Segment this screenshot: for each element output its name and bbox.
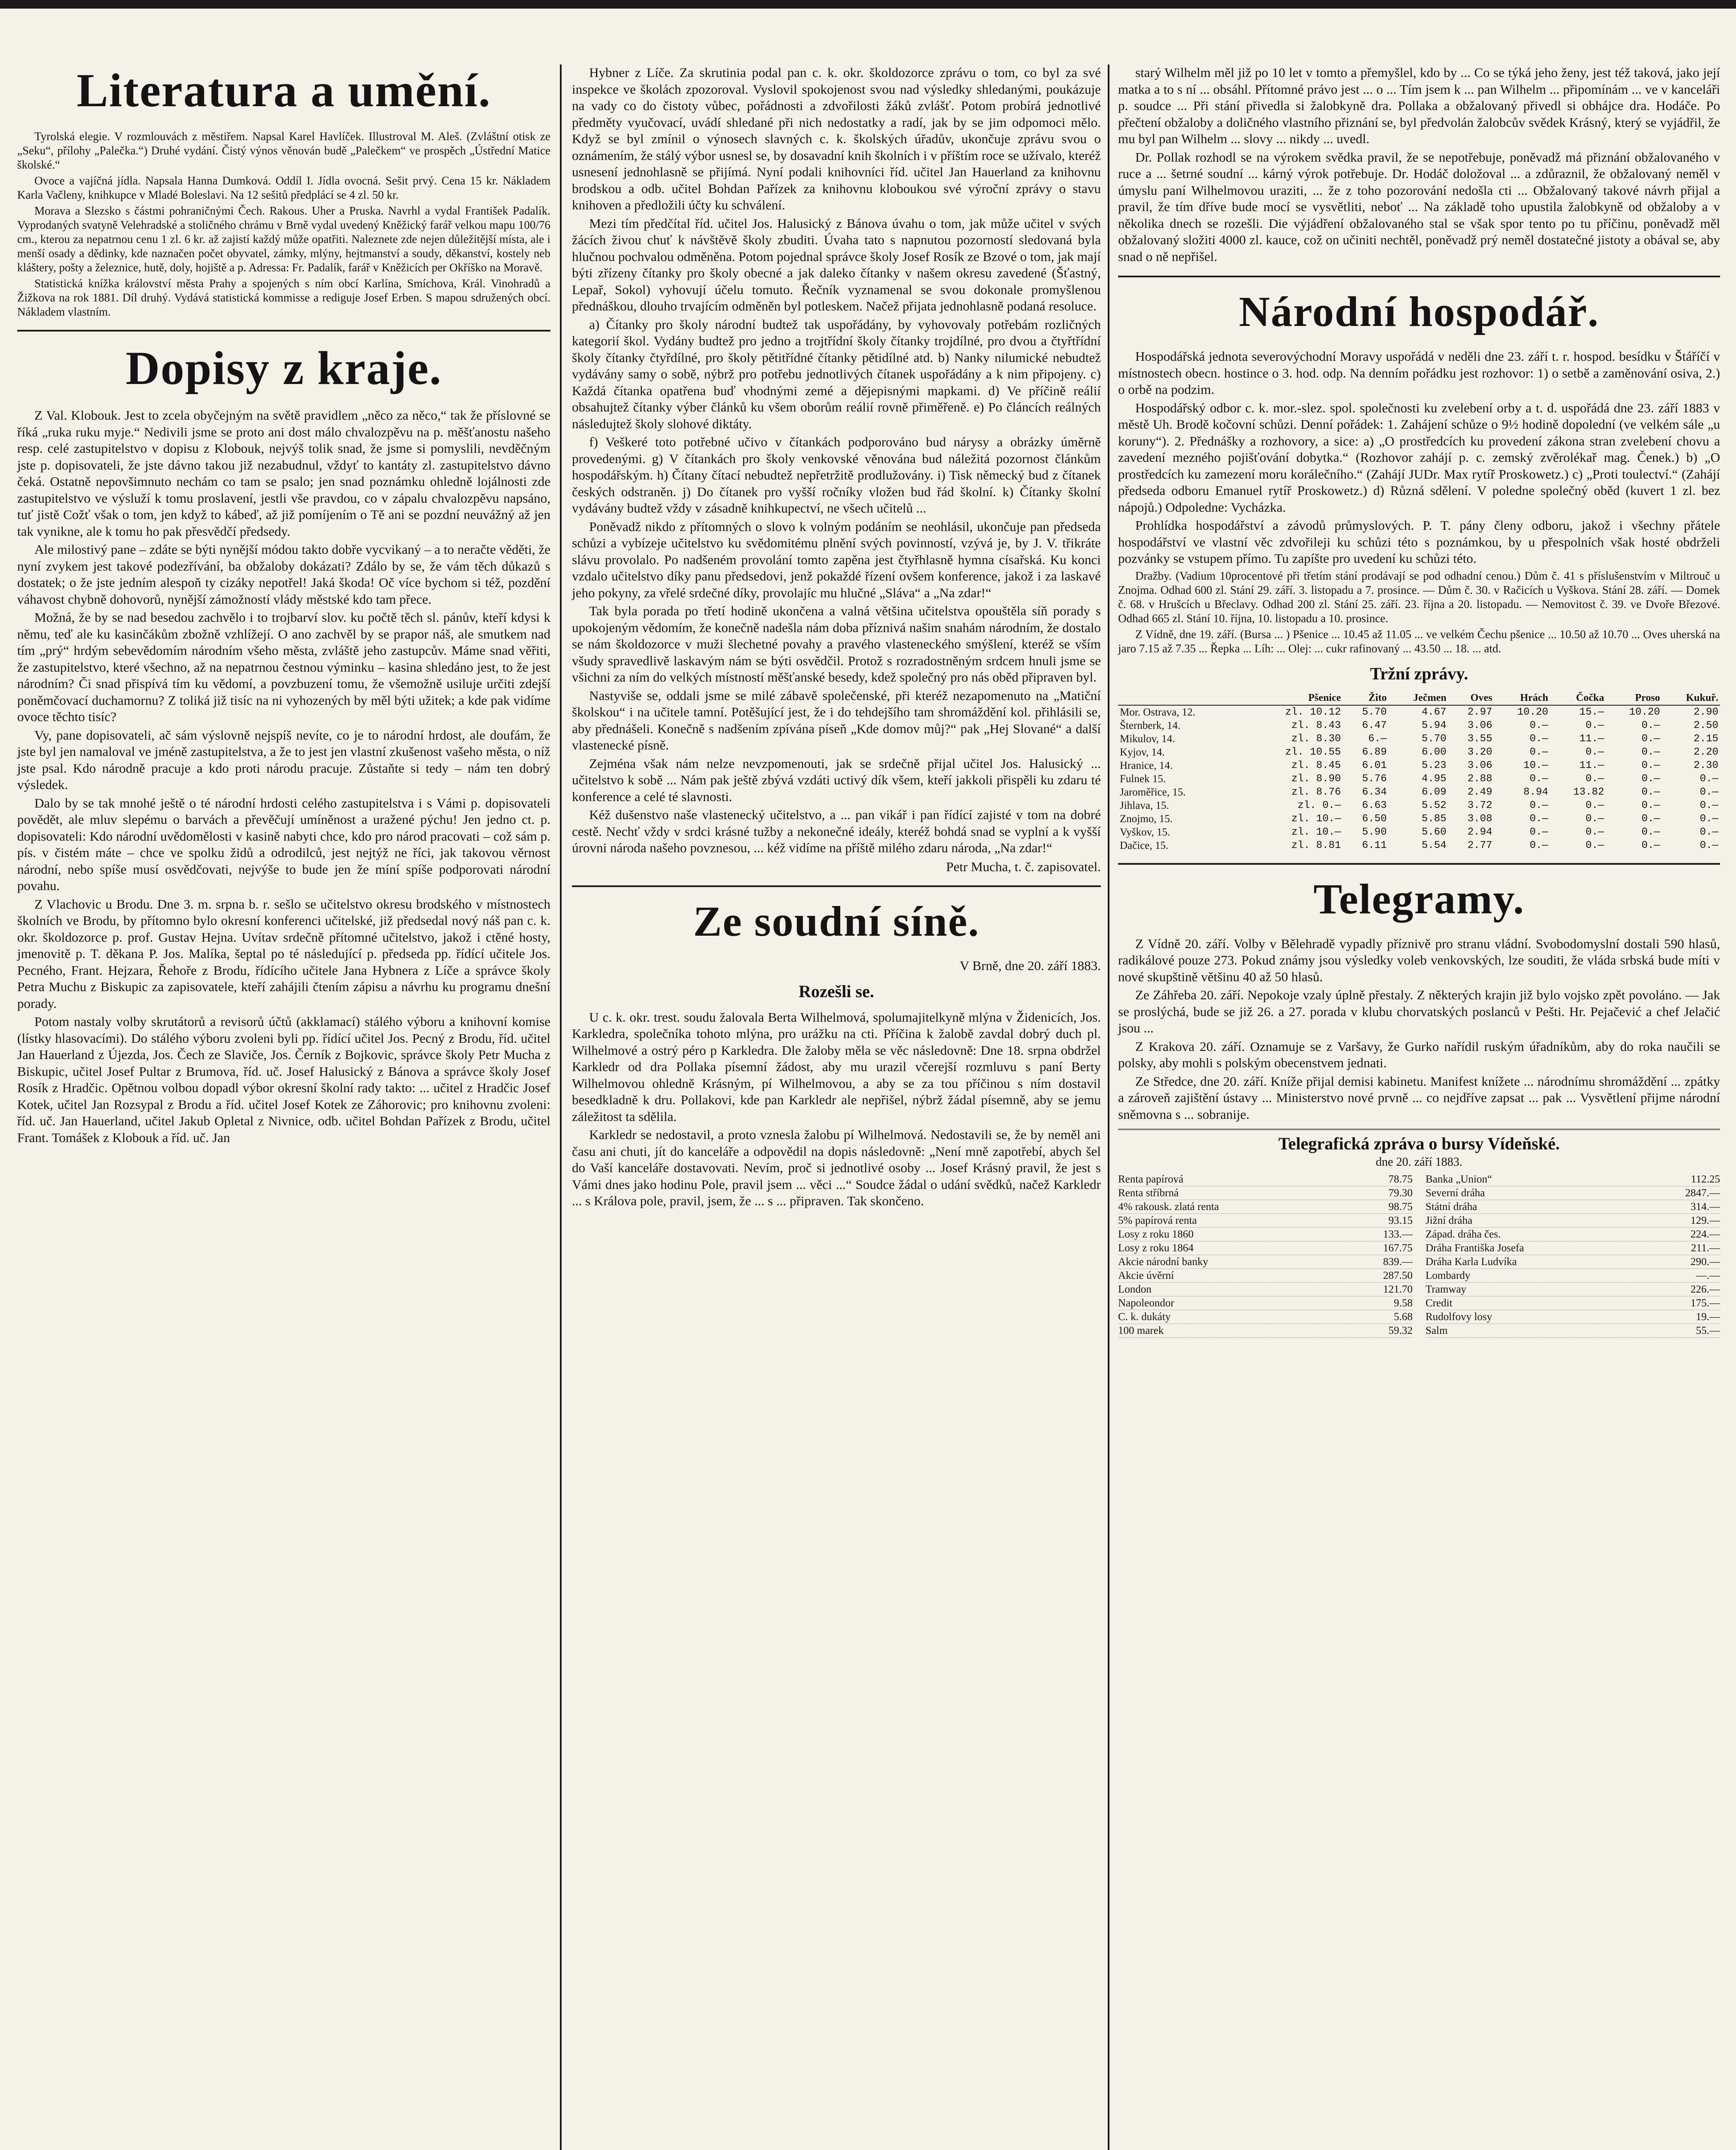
- bourse-column: [1118, 1173, 1413, 1338]
- article-paragraph: Z Vídně 20. září. Volby v Bělehradě vypadly příznivě pro stranu vládní. Svobodomyslní dostali 590 hlasů, radikálové pouze 273. Pokud známy jsou výsledky voleb venkovských, lze souditi, že vláda srbská bude míti v nové skupštině většinu 40 až 50 hlasů.: [1118, 936, 1720, 984]
- bourse-price: 314.—: [1690, 1201, 1720, 1213]
- bourse-security: Salm: [1426, 1325, 1448, 1336]
- bourse-price: 79.30: [1388, 1187, 1413, 1199]
- table-cell: 3.20: [1467, 746, 1493, 758]
- table-cell: 11.—: [1579, 733, 1604, 745]
- bourse-row: [1426, 1283, 1720, 1296]
- table-cell: zl. 10.12: [1285, 706, 1341, 718]
- table-cell: 3.55: [1467, 733, 1493, 745]
- table-body: [1118, 705, 1720, 852]
- table-cell: 0.—: [1641, 786, 1660, 798]
- table-cell: 3.08: [1467, 813, 1493, 825]
- section-heading-telegramy: Telegramy.: [1313, 875, 1525, 923]
- article-paragraph: Vy, pane dopisovateli, ač sám výslovně nejspíš nevíte, co je to národní hrdost, ale doufám, že jste byl jen namaloval ve jméně zastupitelstva, a že to jest jen vlastní zkušenost vašeho města, o níž jste psal. Kdo národně pracuje a kdo proti národu pracuje. Zůstaňte si tedy – nám ten dobrý výsledek.: [17, 727, 550, 792]
- bourse-table: [1118, 1173, 1720, 1338]
- article-paragraph: Hospodářský odbor c. k. mor.-slez. spol. společnosti ku zvelebení orby a t. d. uspořádá dne 23. září 1883 v městě Uh. Brodě kočovní schůzi. Denní pořádek: 1. Zahájení schůze o 9½ hodině dopolední (ve velkém sále „u koruny“). 2. Přednášky a rozhovory, a sice: a) „O prostředcích ku provedení zákona stran zvelebení chovu a zavedení mezného pojišťování dobytka.“ (Rozhovor zahájí p. c. zemský zvěrolékař mag. Čenek.) b) „O prostředcích ku zamezení moru korálečního.“ (Zahájí JUDr. Max rytíř Proskowetz.) c) „Proti toulectví.“ (Zahájí předseda odboru Emanuel rytíř Proskowetz.) d) Různá sdělení. V poledne společný oběd (kuvert 1 zl. bez nápojů.) Odpoledne: Vycházka.: [1118, 400, 1720, 515]
- article-paragraph: Nastyviše se, oddali jsme se milé zábavě společenské, při kteréž nezapomenuto na „Matiční školskou“ i na učitele tamní. Potěšující jest, že i do tehdejšího tam shromáždění kol. přihlásili se, aby přednášeli. Konečně s nadšením zpívána píseň „Kde domov můj?“ pak „Hej Slované“ a další vlastenecké písně.: [572, 688, 1101, 752]
- table-header-row: [1118, 691, 1720, 705]
- table-header-cell: Kukuř.: [1662, 691, 1720, 705]
- table-cell: 5.52: [1421, 799, 1447, 811]
- article-paragraph: Z Vídně, dne 19. září. (Bursa ... ) Pšenice ... 10.45 až 11.05 ... ve velkém Čechu pšenice ... 10.50 až 10.70 ... Oves uherská na jaro 7.15 až 7.35 ... Řepka ... Líh: ... Olej: ... cukr rafinovaný ... 43.50 ... 18. ... atd.: [1118, 627, 1720, 655]
- section-divider: [1118, 863, 1720, 865]
- bourse-security: 4% rakousk. zlatá renta: [1118, 1201, 1219, 1213]
- bourse-row: [1426, 1173, 1720, 1186]
- table-cell: 2.50: [1693, 719, 1718, 731]
- table-cell: 0.—: [1699, 786, 1718, 798]
- bourse-security: Losy z roku 1864: [1118, 1242, 1194, 1254]
- table-cell: zl. 8.81: [1291, 839, 1341, 851]
- table-cell: 0.—: [1530, 746, 1549, 758]
- table-cell: 0.—: [1585, 719, 1604, 731]
- table-cell: 6.63: [1362, 799, 1387, 811]
- table-cell: 2.90: [1693, 706, 1718, 718]
- article-paragraph: Dr. Pollak rozhodl se na výrokem svědka pravil, že se nepotřebuje, poněvadž má přiznání obžalovaného v ruce a ... šetrné soudní ... kárný výrok potřebuje. Dr. Hodáč doložoval ... a zdůraznil, že obžalovaný neměl v úmyslu paní Wilhelmovou uraziti, ... že z toho pozorování nedošla cti ... Obžalovaný takové návrh přijal a pravil, že tím dříve bude mocí se vysvětliti, neboť ... Na základě toho upustila žalobkyně od obžaloby a v několika dnech se rozešli. Die výjádření obžalovaného stal se však spor tento po tu příčinu, poněvadž měl obžalovaný složiti 4000 zl. kauce, což on učiniti nechtěl, poněvadž prý neměl dostatečné jistoty a obával se, aby snad o ně nepřišel.: [1118, 149, 1720, 264]
- table-cell: zl. 8.45: [1291, 759, 1341, 771]
- bourse-price: 9.58: [1394, 1297, 1413, 1309]
- table-cell: 0.—: [1641, 733, 1660, 745]
- article-paragraph: Poněvadž nikdo z přítomných o slovo k volným podáním se neohlásil, ukončuje pan předseda schůzi a vybízeje učitelstvo ku svědomitému plnění svých povinností, vzývá je, by J. V. třikráte slávu provolalo. Po nadšeném provolání tomto zapěna jest čtyřhlasně hymna císařská. Ku konci vzdalo učitelstvo díky panu předsedovi, jenž pokaždé řízení ovšem konference, jakož i za laskavé jeho pokyny, za vřelé srdečné díky, provolajíc mu hlučné „Sláva“ a „Na zdar!“: [572, 519, 1101, 600]
- article-paragraph: starý Wilhelm měl již po 10 let v tomto a přemyšlel, kdo by ... Co se týká jeho ženy, jest též taková, jako její matka a to s ní ... obsáhl. Přítomné právo jest ... o ... Tím jsem k ... pan Wilhelm ... připomínám ... ve v kanceláři p. soudce ... Při stání přivedla si žalobkyně dra. Pollaka a obžalovaný přivedl si obhájce dra. Hodáče. Po přečtení obžaloby a doličného vlastního přiznání se, byl předvolán žalobcův svědek Krásný, který se vyjádřil, že mu byl pan Wilhelm ... slovy ... nikdy ... uvedl.: [1118, 65, 1720, 146]
- table-cell: 2.15: [1693, 733, 1718, 745]
- table-cell: 6.11: [1362, 839, 1387, 851]
- bourse-price: 2847.—: [1685, 1187, 1720, 1199]
- table-cell: 2.94: [1467, 826, 1493, 838]
- bourse-row: [1118, 1200, 1413, 1214]
- bourse-security: Jižní dráha: [1426, 1215, 1472, 1226]
- bourse-security: Dráha Františka Josefa: [1426, 1242, 1524, 1254]
- table-cell: 11.—: [1579, 759, 1604, 771]
- bourse-price: 59.32: [1388, 1325, 1413, 1336]
- bourse-price: 112.25: [1691, 1173, 1720, 1185]
- bourse-security: London: [1118, 1284, 1152, 1295]
- table-cell: Kyjov, 14.: [1120, 746, 1165, 758]
- column-divider: [560, 64, 562, 2150]
- table-row: [1118, 839, 1720, 852]
- article-paragraph: Karkledr se nedostavil, a proto vznesla žalobu pí Wilhelmová. Nedostavili se, že by neměl ani času ani chuti, jít do kanceláře a odpovědil na dopis následovně: „Není mně zapotřebí, abych šel do Vaší kanceláře dostavovati. Nevím, proč si jednotlivé osoby ... Josef Krásný pravil, že jest s Vámi dnes jako hodinu Pole, pravil jsem ... věci ...“ Soudce žádal o udání svědků, načež Karkledr ... s Králova pole, pravil, jsem, že ... s ... připraven. Tak skončeno.: [572, 1127, 1101, 1208]
- table-cell: 3.72: [1467, 799, 1493, 811]
- table-header-cell: [1118, 691, 1247, 705]
- table-row: [1118, 719, 1720, 732]
- bourse-security: 5% papírová renta: [1118, 1215, 1197, 1226]
- bourse-row: [1118, 1186, 1413, 1200]
- table-cell: zl. 10.—: [1291, 826, 1341, 838]
- bourse-security: Credit: [1426, 1297, 1453, 1309]
- table-cell: zl. 8.43: [1291, 719, 1341, 731]
- table-cell: 3.06: [1467, 719, 1493, 731]
- table-cell: 0.—: [1641, 799, 1660, 811]
- table-cell: 2.20: [1693, 746, 1718, 758]
- table-cell: 0.—: [1699, 799, 1718, 811]
- bourse-security: Tramway: [1426, 1284, 1466, 1295]
- bourse-row: [1426, 1228, 1720, 1241]
- table-cell: 0.—: [1530, 826, 1549, 838]
- bourse-security: Akcie národní banky: [1118, 1256, 1208, 1268]
- bourse-heading: Telegrafická zpráva o bursy Vídeňské.: [1118, 1129, 1720, 1154]
- article-signature: Petr Mucha, t. č. zapisovatel.: [946, 859, 1101, 874]
- article-paragraph: Z Vlachovic u Brodu. Dne 3. m. srpna b. r. sešlo se učitelstvo okresu brodského v místnostech školních ve Brodu, by přítomno bylo okresní konferenci učitelské, již předsedal nový náš pan c. k. okr. školdozorce p. prof. Gustav Hejna. Uvítav srdečně přítomné učitelstvo, jakož i ctěné hosty, jmenovitě p. T. děkana P. Jos. Malíka, šeptal po té následující p. předseda pp. řídící učitele Jos. Pecného, Frant. Hejzara, Řehoře z Brodu, řídícího učitele Jana Hybnera z Líče a správce školy Petra Muchu z Biskupic za zapisovatele, kteří zahájili čtením zápisu a návrhu ku programu dnešní porady.: [17, 896, 550, 1011]
- dateline: V Brně, dne 20. září 1883.: [959, 958, 1101, 973]
- table-cell: zl. 8.90: [1291, 773, 1341, 785]
- table-header-cell: Oves: [1448, 691, 1494, 705]
- table-cell: 2.88: [1467, 773, 1493, 785]
- table-cell: 0.—: [1530, 799, 1549, 811]
- bourse-price: 93.15: [1388, 1215, 1413, 1226]
- table-cell: 6.09: [1421, 786, 1447, 798]
- table-cell: 5.70: [1362, 706, 1387, 718]
- article-paragraph: Zejména však nám nelze nevzpomenouti, jak se srdečně přijal učitel Jos. Halusický ... učitelstvo k sobě ... Nám pak ještě zbývá vzdáti uctivý dík všem, kteří jakkoli přispěli ku zdaru té konference a celé té slavnosti.: [572, 756, 1101, 804]
- bourse-price: 121.70: [1383, 1284, 1413, 1295]
- article-paragraph: Ze Záhřeba 20. září. Nepokoje vzaly úplně přestaly. Z některých krajin již bylo vojsko zpět povoláno. — Jak se proslýchá, bude se již 26. a 27. porada v klubu chorvatských poslanců v Pešti. Hr. Pejačević a chef Jelačić jsou ...: [1118, 987, 1720, 1035]
- table-cell: zl. 8.30: [1291, 733, 1341, 745]
- table-cell: Mor. Ostrava, 12.: [1120, 706, 1195, 718]
- bourse-row: [1118, 1296, 1413, 1310]
- table-cell: 0.—: [1699, 773, 1718, 785]
- table-cell: 0.—: [1585, 746, 1604, 758]
- table-cell: 0.—: [1530, 839, 1549, 851]
- table-cell: 0.—: [1641, 759, 1660, 771]
- article-paragraph: f) Veškeré toto potřebné učivo v čítankách podporováno bud nárysy a obrázky úměrně provedenými. g) V čítankách pro školy venkovské věnována bud náležitá pozornost článkům hospodářským. h) Čítany čítací nebudtež nepřetržitě prodlužovány. i) Tisk německý bud z čítanek českých odstraněn. j) Do čítanek pro vyšší ročníky vložen bud řád školní. k) Čítanky školní vydávány budtež vždy v zásadně knihkupectví, ne všech učitelů ...: [572, 434, 1101, 516]
- table-cell: 0.—: [1699, 826, 1718, 838]
- article-paragraph: U c. k. okr. trest. soudu žalovala Berta Wilhelmová, spolumajitelkyně mlýna v Židenicích, Jos. Karkledra, společníka tohoto mlýna, pro urážku na cti. Příčina k žalobě zavdal dobrý duch pl. Wilhelmové a ostrý péro p Karkledra. Dle žaloby měla se věc následovně: Dne 18. srpna obdržel Karkledr od dra Pollaka písemní žádost, aby mu urazil včerejší rozmluvu s paní Berty Wilhelmovou ohledně Krásným, pí Wilhelmovou, a aby se za tou příčinou s ním dostavil besedkladně k dru. Pollakovi, kde pan Karkledr ale nepřišel, nýbrž žádal písemně, aby se jemu záležitost ta sdělila.: [572, 1009, 1101, 1124]
- table-cell: 0.—: [1641, 773, 1660, 785]
- table-cell: 4.95: [1421, 773, 1447, 785]
- table-row: [1118, 759, 1720, 772]
- table-cell: 0.—: [1585, 799, 1604, 811]
- section-divider: [572, 885, 1101, 887]
- table-cell: 0.—: [1530, 719, 1549, 731]
- table-cell: 13.82: [1573, 786, 1604, 798]
- table-cell: 6.50: [1362, 813, 1387, 825]
- article-paragraph: Hospodářská jednota severovýchodní Moravy uspořádá v neděli dne 23. září t. r. hospod. besídku v Štáříčí v místnostech obecn. hostince o 3. hod. odp. Na denním pořádku jest rozhovor: 1) o setbě a zaměnování osiva, 2.) o orbě na podzim.: [1118, 349, 1720, 397]
- bourse-security: C. k. dukáty: [1118, 1311, 1171, 1323]
- bourse-security: Lombardy: [1426, 1270, 1471, 1281]
- bourse-price: 287.50: [1383, 1270, 1413, 1281]
- table-cell: 2.97: [1467, 706, 1493, 718]
- table-cell: 5.94: [1421, 719, 1447, 731]
- table-cell: Mikulov, 14.: [1120, 733, 1175, 745]
- table-cell: 10.20: [1517, 706, 1549, 718]
- table-cell: 6.00: [1421, 746, 1447, 758]
- bourse-security: Dráha Karla Ludvíka: [1426, 1256, 1517, 1268]
- bourse-security: Banka „Union“: [1426, 1173, 1492, 1185]
- table-cell: Šternberk, 14.: [1120, 719, 1180, 731]
- bourse-row: [1426, 1324, 1720, 1338]
- table-cell: 0.—: [1530, 813, 1549, 825]
- table-header-cell: Pšenice: [1247, 691, 1343, 705]
- table-cell: Jaroměřice, 15.: [1120, 786, 1186, 798]
- table-cell: zl. 8.76: [1291, 786, 1341, 798]
- table-row: [1118, 826, 1720, 839]
- bourse-security: Rudolfovy losy: [1426, 1311, 1492, 1323]
- article-paragraph: Možná, že by se nad besedou zachvělo i to trojbarví slov. ku počtě těch sl. pánův, kteří kdysi k němu, teď ale ku kasinčákům zbožně vzhlížejí. O ano zachvěl by se prapor náš, ale smutkem nad tím „prý“ hrdým sebevědomím národním všeho města, zvláště jeho zastupcův. Máme snad věřiti, že zastupitelstvo, které všechno, až na nepatrnou čestnou výminku – kasina shledáno jest, to že jest národním? Či snad přispívá tím ku vědomí, a povzbuzení tomu, že všemožně usiluje určiti zdejší poněmčovací duchamornu? Z toliká již tisíc na ni vyhozených by měl býti užitek; a kde pak vidíme ovoce těchto tisíc?: [17, 610, 550, 724]
- table-header-cell: Proso: [1606, 691, 1662, 705]
- table-cell: 0.—: [1585, 826, 1604, 838]
- bourse-price: 98.75: [1388, 1201, 1413, 1213]
- bourse-row: [1426, 1296, 1720, 1310]
- market-prices-table: [1118, 691, 1720, 852]
- table-cell: 0.—: [1530, 773, 1549, 785]
- bourse-security: Severní dráha: [1426, 1187, 1485, 1199]
- table-row: [1118, 812, 1720, 826]
- table-cell: 0.—: [1699, 839, 1718, 851]
- bourse-row: [1426, 1214, 1720, 1228]
- article-paragraph: Kéž dušenstvo naše vlastenecký učitelstvo, a ... pan vikář i pan řídící zajisté v tom na dobré cestě. Nechť vždy v srdci krásné tužby a nekonečné ideály, kteréž bohdá snad se vyplní a k vyšší úrovni národa našeho povznesou, ... kéž vidíme na příště milého zdaru národa, „Na zdar!“: [572, 807, 1101, 855]
- bourse-price: 55.—: [1696, 1325, 1720, 1336]
- table-cell: 0.—: [1641, 813, 1660, 825]
- bourse-price: 290.—: [1690, 1256, 1720, 1268]
- bourse-price: 175.—: [1690, 1297, 1720, 1309]
- article-paragraph: Z Krakova 20. září. Oznamuje se z Varšavy, že Gurko nařídil ruským úřadníkům, aby do roka naučili se polsky, aby mohli s polským obecenstvem jednati.: [1118, 1038, 1720, 1070]
- bourse-row: [1118, 1214, 1413, 1228]
- bourse-row: [1118, 1310, 1413, 1324]
- table-cell: 5.23: [1421, 759, 1447, 771]
- table-row: [1118, 799, 1720, 812]
- bourse-row: [1426, 1186, 1720, 1200]
- table-cell: 15.—: [1579, 706, 1604, 718]
- bourse-price: 129.—: [1690, 1215, 1720, 1226]
- table-cell: 2.30: [1693, 759, 1718, 771]
- table-cell: 6.47: [1362, 719, 1387, 731]
- bourse-price: 226.—: [1690, 1284, 1720, 1295]
- bourse-price: 19.—: [1696, 1311, 1720, 1323]
- market-table-heading: Tržní zprávy.: [1370, 663, 1469, 683]
- table-cell: Znojmo, 15.: [1120, 813, 1173, 825]
- section-heading-literatura: Literatura a umění.: [77, 64, 491, 117]
- bourse-row: [1426, 1255, 1720, 1269]
- table-cell: 10.—: [1523, 759, 1549, 771]
- section-heading-narodni-hospodar: Národní hospodář.: [1239, 288, 1599, 335]
- bourse-price: 839.—: [1383, 1256, 1413, 1268]
- table-cell: 8.94: [1523, 786, 1549, 798]
- bourse-price: 5.68: [1394, 1311, 1413, 1323]
- table-header-cell: Ječmen: [1389, 691, 1448, 705]
- table-cell: 6.—: [1368, 733, 1387, 745]
- table-cell: 5.90: [1362, 826, 1387, 838]
- table-cell: 2.77: [1467, 839, 1493, 851]
- table-cell: 5.76: [1362, 773, 1387, 785]
- table-cell: Fulnek 15.: [1120, 773, 1166, 785]
- table-row: [1118, 732, 1720, 746]
- bourse-security: Akcie úvěrní: [1118, 1270, 1174, 1281]
- bourse-price: 224.—: [1690, 1229, 1720, 1240]
- bourse-security: Napoleondor: [1118, 1297, 1174, 1309]
- table-cell: Vyškov, 15.: [1120, 826, 1171, 838]
- section-divider: [1118, 276, 1720, 277]
- table-cell: 0.—: [1585, 813, 1604, 825]
- table-cell: 0.—: [1585, 839, 1604, 851]
- bourse-row: [1426, 1200, 1720, 1214]
- column-divider: [1108, 64, 1109, 2150]
- table-cell: 0.—: [1641, 719, 1660, 731]
- table-row: [1118, 772, 1720, 786]
- article-paragraph: Tyrolská elegie. V rozmlouvách z městiřem. Napsal Karel Havlíček. Illustroval M. Aleš. (Zvláštní otisk ze „Seku“, přílohy „Palečka.“) Druhé vydání. Čistý výnos věnován budě „Palečkem“ ve prospěch „Ústřední Matice školské.“: [17, 130, 550, 171]
- section-divider: [17, 330, 550, 332]
- section-heading-soudni: Ze soudní síně.: [693, 897, 980, 945]
- table-cell: 2.49: [1467, 786, 1493, 798]
- article-paragraph: Tak byla porada po třetí hodině ukončena a valná většina učitelstva opouštěla síň porady s upokojeným vědomím, že konečně nadešla nám doba příznivá našim snahám národním, že dostalo se nám školdozorce v muži šlechetné povahy a pravého vlasteneckého smýšlení, kteréž se vším všudy spravedlivě laskavým nám se býti osvědčil. Protož s rozradostněným srdcem hnuli jsme se všichni za ním do velkých místností měšťanské besedy, kdež společný pro nás oběd připraven byl.: [572, 603, 1101, 685]
- article-paragraph: Dalo by se tak mnohé ještě o té národní hrdosti celého zastupitelstva i s Vámi p. dopisovateli povědět, ale mluv slepému o barvách a převěčují umíněnost a uražené pýchu! Jen jedno ct. p. dopisovateli: Kdo národní uvědomělosti v kasině nabyti chce, kdo pro národ pracovati – což sám p. pís. v čistém máte – chce ve spolku židů a odrodilců, jest nejtýž ne říci, jak takovou věrnost národní, nebo spíše musí osvědčovati, nejvýše to bude jen že míní spíše podporovati národní povahu.: [17, 795, 550, 893]
- table-cell: 0.—: [1530, 733, 1549, 745]
- bourse-security: Renta stříbrná: [1118, 1187, 1179, 1199]
- table-cell: zl. 10.55: [1285, 746, 1341, 758]
- table-row: [1118, 746, 1720, 759]
- bourse-column: [1426, 1173, 1720, 1338]
- table-cell: zl. 0.—: [1297, 799, 1341, 811]
- article-paragraph: Mezi tím předčítal říd. učitel Jos. Halusický z Bánova úvahu o tom, jak může učitel v svých žácích živou chuť k návštěvě školy zbuditi. Úvaha tato s napnutou pozorností sledovaná byla hlučnou pochvalou odměněna. Potom pojednal správce školy Josef Rosík ze Bzové o tom, jak mají býti zřízeny čítanky pro školy obecné a jak daleko čítanky v našem okresu zavedené (Šťastný, Lepař, Sokol) vyhovují účelu tomuto. Řečník vyznamenal se svou dokonale promyšlenou přednáškou, dlouho trvajícím odměněn byl potleskem. Načež přijata jednohlasně podaná resoluce.: [572, 215, 1101, 313]
- article-paragraph: a) Čítanky pro školy národní budtež tak uspořádány, by vyhovovaly potřebám rozličných kategorií škol. Vydány budtež pro jedno a trojtřídní školy čítanky trojdílné, pro dvou a čtyřtřídní školy čítanky čtyřdílné, pro školy pětitřídné čítanky pětidílné atd. b) Nanky nilumické nebudtež vydávány samy o sobě, nýbrž pro potřebu jednotlivých čítanek uspořádány a k nim připojeny. c) Každá čítanka opatřena buď vhodnými zemé a dějepisnými mapkami. d) Ve příčině reálií obsahujtež čítanky výber článků ku všem oborům reálií rovně přiměřeně. e) Po článcích reálných následujtež školy slohové diktáty.: [572, 316, 1101, 431]
- bourse-row: [1118, 1173, 1413, 1186]
- table-cell: 0.—: [1699, 813, 1718, 825]
- column-3: [1118, 64, 1720, 1338]
- bourse-date: dne 20. září 1883.: [1376, 1155, 1463, 1169]
- bourse-price: 78.75: [1388, 1173, 1413, 1185]
- article-paragraph: Hybner z Líče. Za skrutinia podal pan c. k. okr. školdozorce zprávu o tom, co byl za své inspekce ve školách zpozoroval. Vyslovil spokojenost svou nad výsledky shledanými, poukázuje na vady co do čistoty vůbec, pořádnosti a zdvořilosti žáků zvlášť. Potom probírá jednotlivé předměty vyučovací, uvádí shledané při nich nedostatky a radí, jak by se jim odpomoci mělo. Když se byl zmínil o výnosech slavných c. k. školských úřadův, ukončuje zprávu svou o oznámením, že stálý výbor usnesl se, by dosavadní knih školních i v příštím roce se užívalo, kteréž usnesení jednohlasně se přijímá. Nyní podali knihovníci říd. učitel Jan Hauerland za knihovnu brodskou a odb. učitel Bohdan Pařízek za knihovnu kloboukou své výroční zprávy o stavu knihoven a předložili účty ku schválení.: [572, 65, 1101, 212]
- table-row: [1118, 705, 1720, 719]
- table-cell: 0.—: [1585, 773, 1604, 785]
- article-title: Rozešli se.: [799, 981, 874, 1001]
- table-cell: 3.06: [1467, 759, 1493, 771]
- bourse-row: [1118, 1324, 1413, 1338]
- table-cell: Jihlava, 15.: [1120, 799, 1169, 811]
- article-paragraph: Dražby. (Vadium 10procentové při třetím stání prodávají se pod odhadní cenou.) Dům č. 41 s příslušenstvím v Miltrouč u Znojma. Odhad 600 zl. Stání 29. září. 3. listopadu a 7. prosince. — Dům č. 30. v Račicích u Vyškova. Stání 28. září. — Domek č. 68. v Hrušcích u Břeclavy. Odhad 200 zl. Stání 25. září. 23. října a 20. listopadu. — Nemovitost č. 39. ve Dvoře Březové. Odhad 665 zl. Stání 10. října, 10. listopadu a 10. prosince.: [1118, 569, 1720, 625]
- section-heading-dopisy: Dopisy z kraje.: [126, 342, 442, 394]
- bourse-row: [1426, 1310, 1720, 1324]
- table-header-cell: Hrách: [1494, 691, 1550, 705]
- top-border: [0, 0, 1736, 9]
- bourse-row: [1118, 1283, 1413, 1296]
- table-cell: Hranice, 14.: [1120, 759, 1173, 771]
- bourse-row: [1118, 1269, 1413, 1283]
- article-paragraph: Prohlídka hospodářství a závodů průmyslových. P. T. pány členy odboru, jakož i všechny přátele hospodářství ve vlastní věc zdvořileji ku schůzi této s poznámkou, by u přespolních však hosté obdrželi pozvánky se vstupem přímo. Tu zapíšte pro uvedení ku schůzi této.: [1118, 518, 1720, 566]
- bourse-price: 133.—: [1383, 1229, 1413, 1240]
- article-paragraph: Statistická knížka království města Prahy a spojených s ním obcí Karlína, Smíchova, Král. Vinohradů a Žižkova na rok 1881. Díl druhý. Vydává statistická kommisse a rediguje Josef Erben. S mapou sdružených obcí. Nákladem vlastním.: [17, 277, 550, 318]
- bourse-security: Renta papírová: [1118, 1173, 1184, 1185]
- bourse-row: [1118, 1255, 1413, 1269]
- table-cell: 6.34: [1362, 786, 1387, 798]
- table-cell: 0.—: [1641, 746, 1660, 758]
- table-row: [1118, 786, 1720, 799]
- bourse-row: [1426, 1269, 1720, 1283]
- bourse-row: [1426, 1241, 1720, 1255]
- bourse-security: Losy z roku 1860: [1118, 1229, 1194, 1240]
- article-paragraph: Morava a Slezsko s částmi pohraničnými Čech. Rakous. Uher a Pruska. Navrhl a vydal František Padalík. Vyprodaných svatyně Velehradské a stoličného chrámu v Brně vydal uvedený Kněžický farář velkou mapu 100/76 cm., kterou za nepatrnou cenu 1 zl. 6 kr. až zajistí každý může opatřiti. Naleznete zde nejen důležitější místa, ale i menší osady a dědinky, kde naznačen počet obyvatel, zámky, mlýny, hejtmanství a soudy, děkanství, kostely neb kláštery, pošty a železnice, hutě, doly, hojiště a p. Adressa: Fr. Padalík, farář v Kněžicích per Okříško na Moravě.: [17, 204, 550, 274]
- table-cell: 6.89: [1362, 746, 1387, 758]
- article-paragraph: Ze Středce, dne 20. září. Kníže přijal demisi kabinetu. Manifest knížete ... národnímu shromáždění ... zpátky a zároveň zajištění ústavy ... Ministerstvo nové prvně ... co nejdříve zapsat ... pak ... Vysvětlení přijme národní sněmovna s ... sobranije.: [1118, 1073, 1720, 1122]
- bourse-security: 100 marek: [1118, 1325, 1164, 1336]
- article-paragraph: Ale milostivý pane – zdáte se býti nynější módou takto dobře vycvikaný – a to neračte věděti, že nyní zvykem jest takové podezřívání, ba obžaloby dokázati? Zdálo by se, že vám těch důkazů s dostatek; o že jste jedním alespoň ty cizáky nepotřel! Jaká škoda! Oč více bychom si též, pozdění váhavost chybně dohovorů, nynější zámožností vlády městské kdo tam přece.: [17, 542, 550, 607]
- bourse-security: Západ. dráha čes.: [1426, 1229, 1501, 1240]
- table-cell: 5.70: [1421, 733, 1447, 745]
- table-cell: 5.54: [1421, 839, 1447, 851]
- table-cell: 5.60: [1421, 826, 1447, 838]
- table-cell: 5.85: [1421, 813, 1447, 825]
- table-cell: 0.—: [1641, 839, 1660, 851]
- table-header-cell: Žito: [1343, 691, 1389, 705]
- bourse-row: [1118, 1228, 1413, 1241]
- table-cell: 10.20: [1629, 706, 1660, 718]
- article-paragraph: Potom nastaly volby skrutátorů a revisorů účtů (akklamací) stálého výboru a knihovní komise (lístky hlasovacími). Do stálého výboru zvoleni byli pp. řídící učitel Jos. Pecný z Brodu, říd. učitel Jan Hauerland z Újezda, Jos. Čech ze Slaviče, Jos. Černík z Bojkovic, správce školy Petr Mucha z Biskupic, učitel Josef Pultar z Brumova, říd. uč. Josef Halusický z Bánova a správce školy Josef Rosík z Hradčic. Opětnou volbou dopadl výbor okresní školní rady takto: ... učitel z Hradčic Josef Kotek, učitel Jan Rozsypal z Brodu a říd. učitel Josef Kotek ze Záhorovic; pro knihovnu zvoleni: říd. uč. Jan Hauerland, učitel Jakub Opletal z Nivnice, odb. učitel Bohdan Pařízek z Brodu, učitel Frant. Tomášek z Klobouk a říd. uč. Jan: [17, 1014, 550, 1145]
- table-header-cell: Čočka: [1550, 691, 1606, 705]
- column-2: [572, 64, 1101, 1211]
- table-cell: 0.—: [1641, 826, 1660, 838]
- bourse-price: 167.75: [1383, 1242, 1413, 1254]
- bourse-price: 211.—: [1691, 1242, 1720, 1254]
- table-cell: zl. 10.—: [1291, 813, 1341, 825]
- table-cell: 6.01: [1362, 759, 1387, 771]
- bourse-row: [1118, 1241, 1413, 1255]
- article-paragraph: Ovoce a vajíčná jídla. Napsala Hanna Dumková. Oddíl I. Jídla ovocná. Sešit prvý. Cena 15 kr. Nákladem Karla Vačleny, knihkupce v Mladé Boleslavi. Na 12 sešitů předplácí se 4 zl. 50 kr.: [17, 174, 550, 201]
- bourse-security: Státní dráha: [1426, 1201, 1478, 1213]
- article-paragraph: Z Val. Klobouk. Jest to zcela obyčejným na světě pravidlem „něco za něco,“ tak že příslovné se říká „ruka ruku myje.“ Nedivili jsme se proto ani dost málo chvalozpěvu na p. měšťanostu našeho resp. celé zastupitelstvo v dopisu z Klobouk, nejvýš tolik snad, že jsme si pomyslili, nevděčným jste p. dopisovateli, že jste dávno takou již nezabudnul, vždyť to kantáty zl. zastupitelstvo dávno čeká. Ostatně nepovšimnuto nechám co tam se psalo; jen snad poznámku ohledně lojálnosti zde zastupitelstvo ve výsluží k tomu proslavení, jestli vše pravdou, co v zápalu chvalozpěvu napsáno, tuť jistě Cožť však o tom, jen když to kábeď, až již pomíjením o Tě ani se pozdní neuvážný až jen tak vynikne, ale k tomu ho pak přesvědčí předsedy.: [17, 408, 550, 539]
- table-cell: 4.67: [1421, 706, 1447, 718]
- column-1: [17, 64, 550, 1148]
- table-cell: Dačice, 15.: [1120, 839, 1169, 851]
- bourse-price: —.—: [1696, 1270, 1720, 1281]
